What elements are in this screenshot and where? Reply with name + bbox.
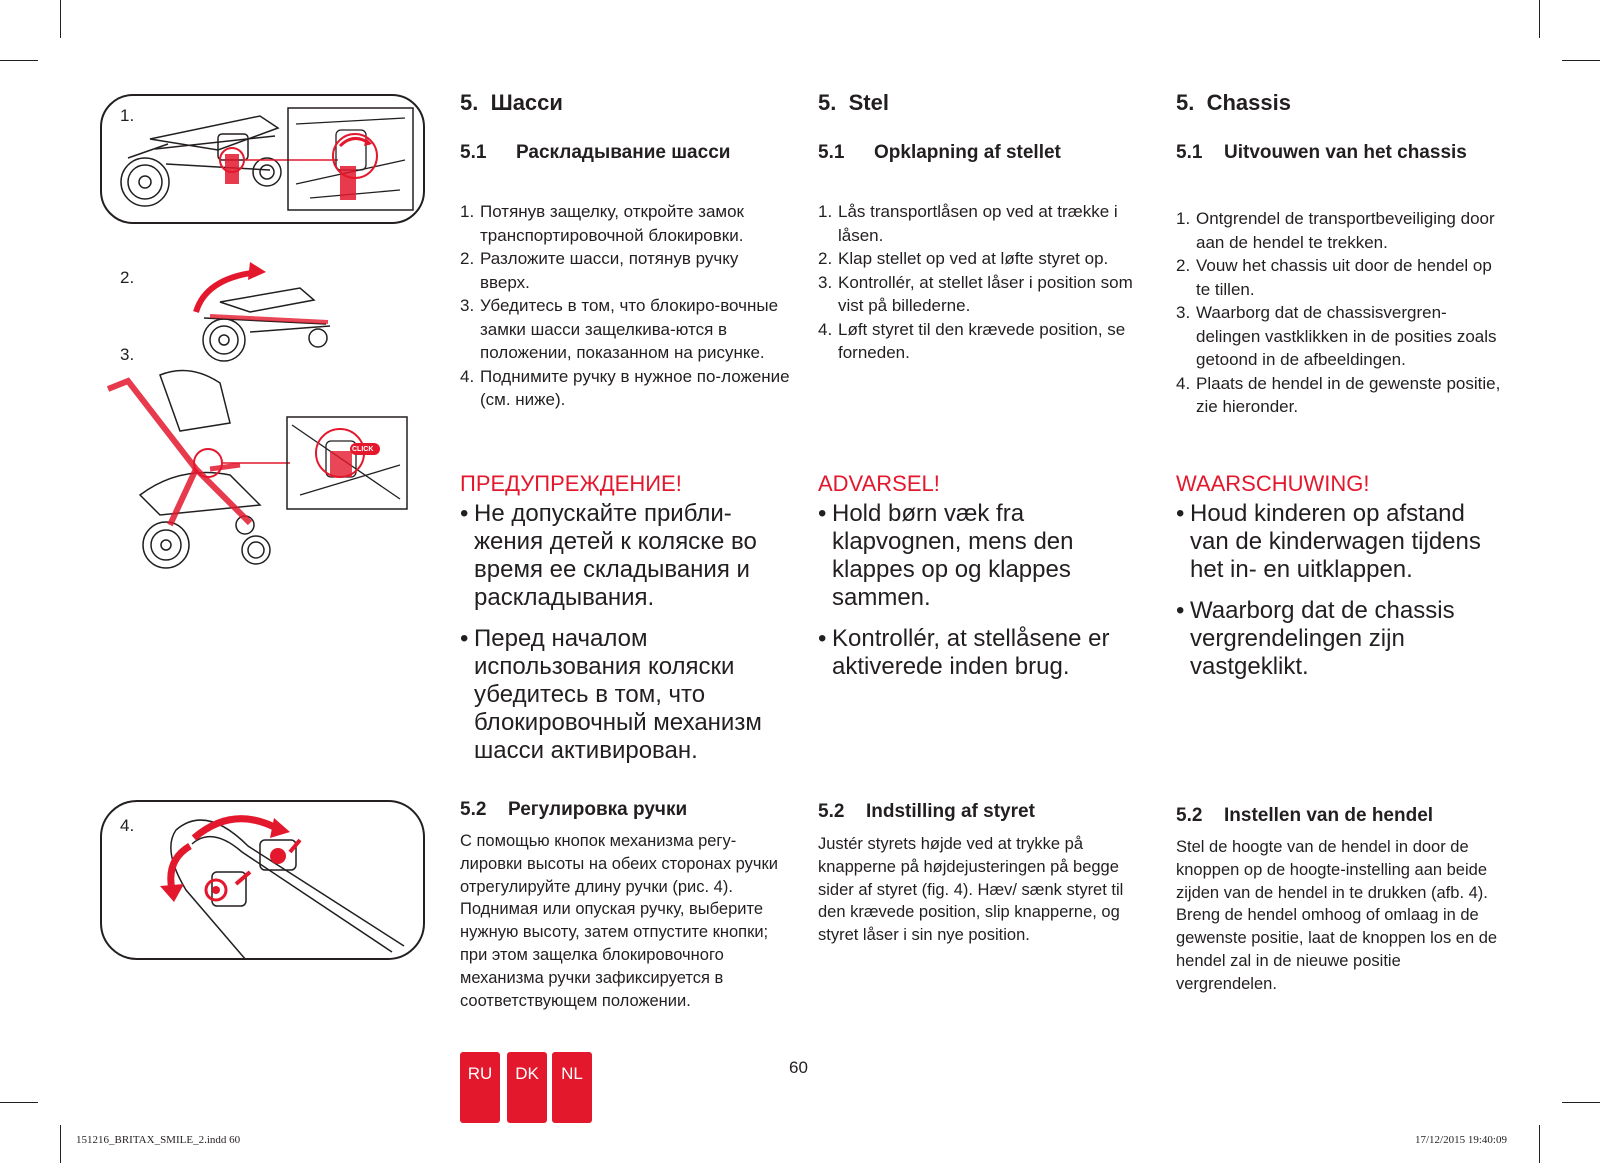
dk-step-number: 2. (818, 249, 833, 268)
dk-sub1-number: 5.1 (818, 142, 845, 163)
click-badge-text: CLICK (352, 446, 374, 453)
dk-step (818, 200, 1148, 247)
nl-sub2-number: 5.2 (1176, 805, 1203, 826)
figure-2-label: 2. (120, 268, 135, 287)
nl-warning-item: • Waarborg dat de chassis vergrendelingen zijn vastgeklikt. (1176, 597, 1455, 680)
ru-warnings (460, 500, 770, 778)
crop-mark (0, 60, 38, 61)
dk-step (818, 271, 1148, 318)
figure-4 (100, 800, 425, 960)
nl-warning-text: Waarborg dat de chassis vergrendelingen zijn vastgeklikt. (1190, 597, 1455, 680)
ru-sub1-number: 5.1 (460, 142, 487, 163)
ru-sub2-text: Регулировка ручки (508, 799, 688, 820)
lang-tab-nl (552, 1052, 592, 1123)
ru-step-text: Убедитесь в том, что блокиро-вочные замки шасси защелкива-ются в положении, показанном на рисунке. (480, 296, 779, 362)
dk-step-text: Klap stellet op ved at løfte styret op. (838, 249, 1109, 268)
lang-tab-label: DK (515, 1064, 539, 1083)
nl-warning-text: Houd kinderen op afstand van de kinderwagen tijdens het in- en uitklappen. (1190, 500, 1481, 583)
dk-warning-text: Hold børn væk fra klapvognen, mens den klappes op og klappes sammen. (832, 500, 1074, 611)
ru-paragraph: С помощью кнопок механизма регу-лировки высоты на обеих сторонах ручки отрегулируйте длину ручки (рис. 4). Поднимая или опуская ручку, выберите нужную высоту, затем отпустите кнопки; при этом защелка блокировочного механизма ручки зафиксируется в соответствующем положении. (460, 832, 778, 1010)
dk-subheading-5-2 (818, 799, 1148, 825)
ru-step (460, 200, 790, 247)
nl-paragraph: Stel de hoogte van de hendel in door de knoppen op de hoogte-instelling aan beide zijden van de hendel in te drukken (afb. 4). Breng de hendel omhoog of omlaag in de gewenste positie, laat de knoppen los en de hendel zal in de nieuwe positie vergrendelen. (1176, 838, 1498, 993)
lang-tab-dk (507, 1052, 547, 1123)
dk-warning-item: • Hold børn væk fra klapvognen, mens den klappes op og klappes sammen. (818, 500, 1074, 611)
crop-mark (60, 0, 61, 38)
nl-subheading-5-1 (1176, 140, 1476, 166)
nl-step-text: Ontgrendel de transportbeveiliging door aan de hendel te trekken. (1196, 209, 1495, 252)
dk-warning-title: ADVARSEL! (818, 471, 940, 496)
dk-warning-text: Kontrollér, at stellåsene er aktiverede inden brug. (832, 625, 1110, 680)
ru-subheading-5-1 (460, 140, 780, 166)
lang-tab-label: RU (467, 1064, 493, 1083)
dk-heading (818, 90, 889, 116)
lang-tab-ru (460, 1052, 500, 1123)
dk-step-text: Løft styret til den krævede position, se forneden. (838, 319, 1126, 362)
crop-mark (0, 1102, 38, 1103)
nl-step (1176, 372, 1506, 419)
nl-subheading-5-2 (1176, 803, 1506, 829)
nl-step-number: 1. (1176, 209, 1191, 228)
nl-step-text: Waarborg dat de chassisvergren-delingen vastklikken in de posities zoals getoond in de afbeeldingen. (1196, 303, 1497, 369)
ru-heading-text: Шасси (490, 90, 563, 115)
nl-step (1176, 301, 1506, 372)
ru-warning-item: • Перед началом использования коляски убедитесь в том, что блокировочный механизм шасси активирован. (460, 625, 762, 764)
dk-step-text: Lås transportlåsen op ved at trække i låsen. (838, 202, 1118, 245)
dk-heading-number: 5. (818, 90, 837, 115)
ru-step-text: Разложите шасси, потянув ручку вверх. (480, 249, 739, 292)
dk-paragraph: Justér styrets højde ved at trykke på knapperne på højdejusteringen på begge sider af styret (fig. 4). Hæv/ sænk styret til den krævede position, slip knapperne, og styret låser i sin nye position. (818, 835, 1124, 945)
crop-mark (1539, 0, 1540, 38)
nl-sub1-number: 5.1 (1176, 142, 1203, 163)
ru-step (460, 365, 790, 412)
dk-step (818, 247, 1148, 271)
crop-mark (60, 1125, 61, 1163)
figure-3 (100, 345, 425, 575)
dk-step-number: 3. (818, 272, 833, 292)
nl-step-text: Plaats de hendel in de gewenste positie, zie hieronder. (1196, 373, 1501, 416)
dk-warning-item: • Kontrollér, at stellåsene er aktiverede inden brug. (818, 625, 1110, 680)
ru-step (460, 247, 790, 294)
dk-sub2-text: Indstilling af styret (866, 801, 1035, 822)
figure-1 (100, 94, 425, 224)
ru-warning-title: ПРЕДУПРЕЖДЕНИЕ! (460, 471, 682, 496)
folded-stroller-drawing (121, 116, 281, 206)
ru-warning-text: Не допускайте прибли-жения детей к коляске во время ее складывания и раскладывания. (474, 500, 757, 611)
ru-subheading-5-2 (460, 797, 780, 823)
nl-step (1176, 207, 1506, 254)
nl-warning-title: WAARSCHUWING! (1176, 471, 1370, 496)
ru-step (460, 294, 790, 365)
nl-step (1176, 254, 1506, 301)
dk-step (818, 318, 1148, 365)
nl-heading (1176, 90, 1291, 116)
dk-warnings (818, 500, 1118, 694)
footer-file-info: 151216_BRITAX_SMILE_2.indd 60 (76, 1134, 241, 1146)
ru-warning-text: Перед началом использования коляски убедитесь в том, что блокировочный механизм шасси активирован. (474, 625, 762, 764)
ru-step-text: Поднимите ручку в нужное по-ложение (см. ниже). (480, 366, 790, 409)
nl-steps (1176, 207, 1506, 419)
nl-step-number: 4. (1176, 373, 1191, 393)
nl-step-number: 3. (1176, 303, 1191, 322)
figure-1-label: 1. (120, 106, 135, 125)
lang-tab-label: NL (561, 1064, 583, 1083)
ru-step-number: 3. (460, 296, 475, 315)
footer-timestamp: 17/12/2015 19:40:09 (1415, 1134, 1507, 1146)
crop-mark (1562, 1102, 1600, 1103)
ru-warning-item: • Не допускайте прибли-жения детей к коляске во время ее складывания и раскладывания. (460, 500, 757, 611)
ru-heading-number: 5. (460, 90, 479, 115)
ru-sub2-number: 5.2 (460, 799, 487, 820)
dk-steps (818, 200, 1148, 365)
ru-step-number: 2. (460, 249, 475, 268)
dk-step-number: 1. (818, 202, 833, 221)
ru-heading (460, 90, 563, 116)
ru-sub1-text: Раскладывание шасси (516, 142, 731, 163)
dk-sub2-number: 5.2 (818, 801, 845, 822)
nl-warning-item: • Houd kinderen op afstand van de kinderwagen tijdens het in- en uitklappen. (1176, 500, 1481, 583)
page-number: 60 (789, 1058, 808, 1077)
ru-steps (460, 200, 790, 412)
ru-step-number: 1. (460, 202, 475, 221)
nl-sub1-text: Uitvouwen van het chassis (1224, 142, 1467, 163)
dk-step-text: Kontrollér, at stellet låser i position som vist på billederne. (838, 272, 1133, 315)
dk-heading-text: Stel (848, 90, 889, 115)
figure-3-label: 3. (120, 345, 135, 364)
nl-step-number: 2. (1176, 256, 1191, 275)
crop-mark (1539, 1125, 1540, 1163)
dk-sub1-text: Opklapning af stellet (874, 142, 1061, 163)
nl-sub2-text: Instellen van de hendel (1224, 805, 1434, 826)
dk-subheading-5-1 (818, 140, 1148, 166)
ru-step-number: 4. (460, 366, 475, 386)
nl-warnings (1176, 500, 1496, 694)
crop-mark (1562, 60, 1600, 61)
nl-step-text: Vouw het chassis uit door de hendel op te tillen. (1196, 256, 1492, 299)
nl-heading-text: Chassis (1206, 90, 1291, 115)
ru-step-text: Потянув защелку, откройте замок транспортировочной блокировки. (480, 202, 744, 245)
nl-heading-number: 5. (1176, 90, 1195, 115)
dk-step-number: 4. (818, 319, 833, 339)
figure-4-label: 4. (120, 816, 135, 835)
